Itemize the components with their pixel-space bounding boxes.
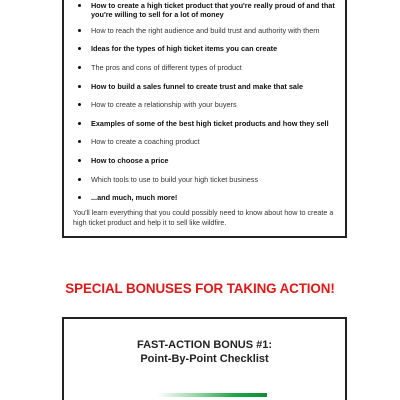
list-item: How to reach the right audience and build trust and authority with them: [77, 26, 339, 35]
list-item: The pros and cons of different types of product: [77, 63, 339, 72]
summary-text: You'll learn everything that you could possibly need to know about how to create a high ticket product and help it to sell like wildfire.: [73, 208, 334, 227]
bonus-title: [64, 339, 345, 366]
bonus-section-heading: SPECIAL BONUSES FOR TAKING ACTION!: [65, 281, 335, 296]
list-item: ...and much, much more!: [77, 193, 339, 202]
list-item: How to create a relationship with your buyers: [77, 100, 339, 109]
list-item: Which tools to use to build your high ticket business: [77, 175, 339, 184]
list-item: How to create a high ticket product that you're really proud of and that you're willing to sell for a lot of money: [77, 1, 339, 20]
bonus-title-line-1: FAST-ACTION BONUS #1:: [136, 339, 273, 351]
list-item: How to create a coaching product: [77, 137, 339, 146]
feature-list: [77, 1, 339, 212]
bonus-accent-bar: [157, 393, 267, 397]
list-item: Ideas for the types of high ticket items you can create: [77, 44, 339, 53]
feature-list-box: [62, 0, 347, 238]
list-item: How to choose a price: [77, 156, 339, 165]
list-item: Examples of some of the best high ticket products and how they sell: [77, 119, 339, 128]
bonus-card: [62, 317, 347, 400]
list-item: How to build a sales funnel to create trust and make that sale: [77, 82, 339, 91]
bonus-title-line-2: Point-By-Point Checklist: [140, 352, 269, 365]
